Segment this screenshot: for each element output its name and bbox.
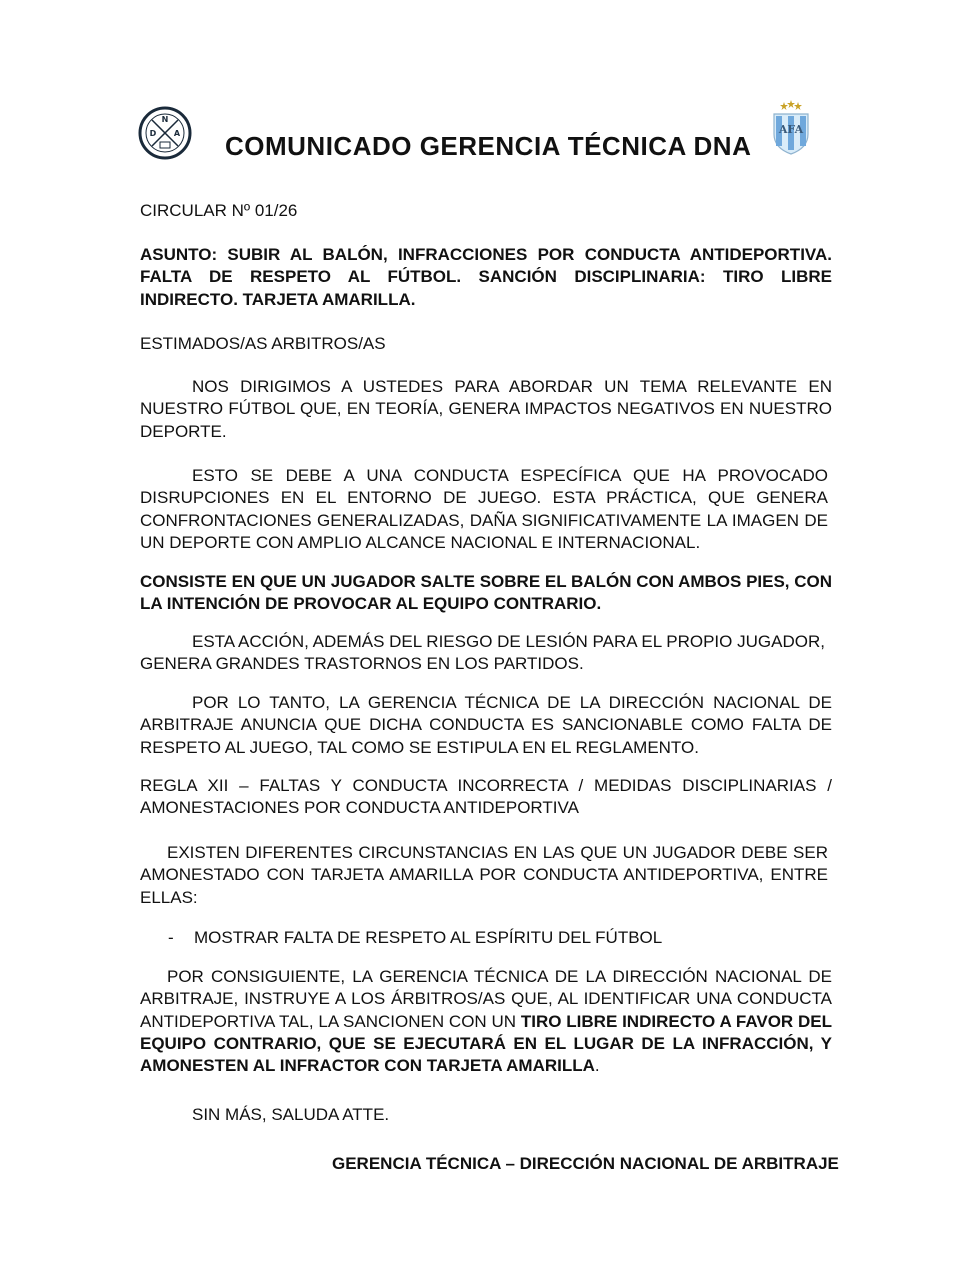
paragraph-4-line-2: GENERA GRANDES TRASTORNOS EN LOS PARTIDOS. — [140, 654, 584, 673]
dna-logo — [138, 106, 192, 160]
logo-letter-d: D — [149, 129, 157, 138]
paragraph-3-line-2: LA INTENCIÓN DE PROVOCAR AL EQUIPO CONTRARIO. — [140, 594, 602, 613]
paragraph-1: NOS DIRIGIMOS A USTEDES PARA ABORDAR UN TEMA RELEVANTE EN NUESTRO FÚTBOL QUE, EN TEORÍA, GENERA IMPACTOS NEGATIVOS EN NUESTRO DEPORTE. — [140, 377, 832, 441]
paragraph-5: POR LO TANTO, LA GERENCIA TÉCNICA DE LA DIRECCIÓN NACIONAL DE ARBITRAJE ANUNCIA QUE DICHA CONDUCTA ES SANCIONABLE COMO FALTA DE RESPETO AL JUEGO, TAL COMO SE ESTIPULA EN EL REGLAMENTO. — [140, 693, 832, 757]
paragraph-3-line-1: CONSISTE EN QUE UN JUGADOR SALTE SOBRE EL BALÓN CON AMBOS PIES, CON — [140, 572, 833, 591]
signature: GERENCIA TÉCNICA – DIRECCIÓN NACIONAL DE ARBITRAJE — [332, 1154, 839, 1173]
paragraph-8-bold: TIRO LIBRE INDIRECTO A FAVOR DEL EQUIPO CONTRARIO, QUE SE EJECUTARÁ EN EL LUGAR DE LA INFRACCIÓN, Y AMONESTEN AL INFRACTOR CON TARJETA AMARILLA — [140, 1011, 833, 1076]
closing: SIN MÁS, SALUDA ATTE. — [192, 1105, 390, 1124]
paragraph-8-end: . — [594, 1056, 600, 1076]
asunto: ASUNTO: SUBIR AL BALÓN, INFRACCIONES POR CONDUCTA ANTIDEPORTIVA. FALTA DE RESPETO AL FÚTBOL. SANCIÓN DISCIPLINARIA: TIRO LIBRE INDIRECTO. TARJETA AMARILLA. — [140, 245, 832, 309]
page-title: COMUNICADO GERENCIA TÉCNICA DNA — [225, 131, 752, 161]
paragraph-8 — [140, 966, 832, 1077]
logo-letter-a: A — [173, 129, 181, 138]
salutation: ESTIMADOS/AS ARBITROS/AS — [140, 334, 386, 353]
rule-reference: REGLA XII – FALTAS Y CONDUCTA INCORRECTA / MEDIDAS DISCIPLINARIAS / AMONESTACIONES POR CONDUCTA ANTIDEPORTIVA — [140, 776, 832, 818]
bullet-item: MOSTRAR FALTA DE RESPETO AL ESPÍRITU DEL FÚTBOL — [194, 928, 663, 947]
paragraph-4-line-1: ESTA ACCIÓN, ADEMÁS DEL RIESGO DE LESIÓN PARA EL PROPIO JUGADOR, — [192, 632, 825, 651]
paragraph-8-normal: POR CONSIGUIENTE, LA GERENCIA TÉCNICA DE LA DIRECCIÓN NACIONAL DE ARBITRAJE, INSTRUYE A LOS ÁRBITROS/AS QUE, AL IDENTIFICAR UNA CONDUCTA ANTIDEPORTIVA TAL, LA SANCIONEN CON UN — [140, 967, 832, 1031]
bullet-dash: - — [168, 928, 174, 947]
circular-number: CIRCULAR Nº 01/26 — [140, 201, 298, 220]
paragraph-2: ESTO SE DEBE A UNA CONDUCTA ESPECÍFICA QUE HA PROVOCADO DISRUPCIONES EN EL ENTORNO DE JUEGO. ESTA PRÁCTICA, QUE GENERA CONFRONTACIONES GENERALIZADAS, DAÑA SIGNIFICATIVAMENTE LA IMAGEN DE UN DEPORTE CON AMPLIO ALCANCE NACIONAL E INTERNACIONAL. — [140, 466, 828, 552]
logo-letter-n: N — [161, 115, 169, 124]
paragraph-7: EXISTEN DIFERENTES CIRCUNSTANCIAS EN LAS QUE UN JUGADOR DEBE SER AMONESTADO CON TARJETA AMARILLA POR CONDUCTA ANTIDEPORTIVA, ENTRE ELLAS: — [140, 843, 828, 907]
svg-text:AFA: AFA — [778, 123, 804, 136]
afa-crest-icon — [770, 98, 812, 156]
